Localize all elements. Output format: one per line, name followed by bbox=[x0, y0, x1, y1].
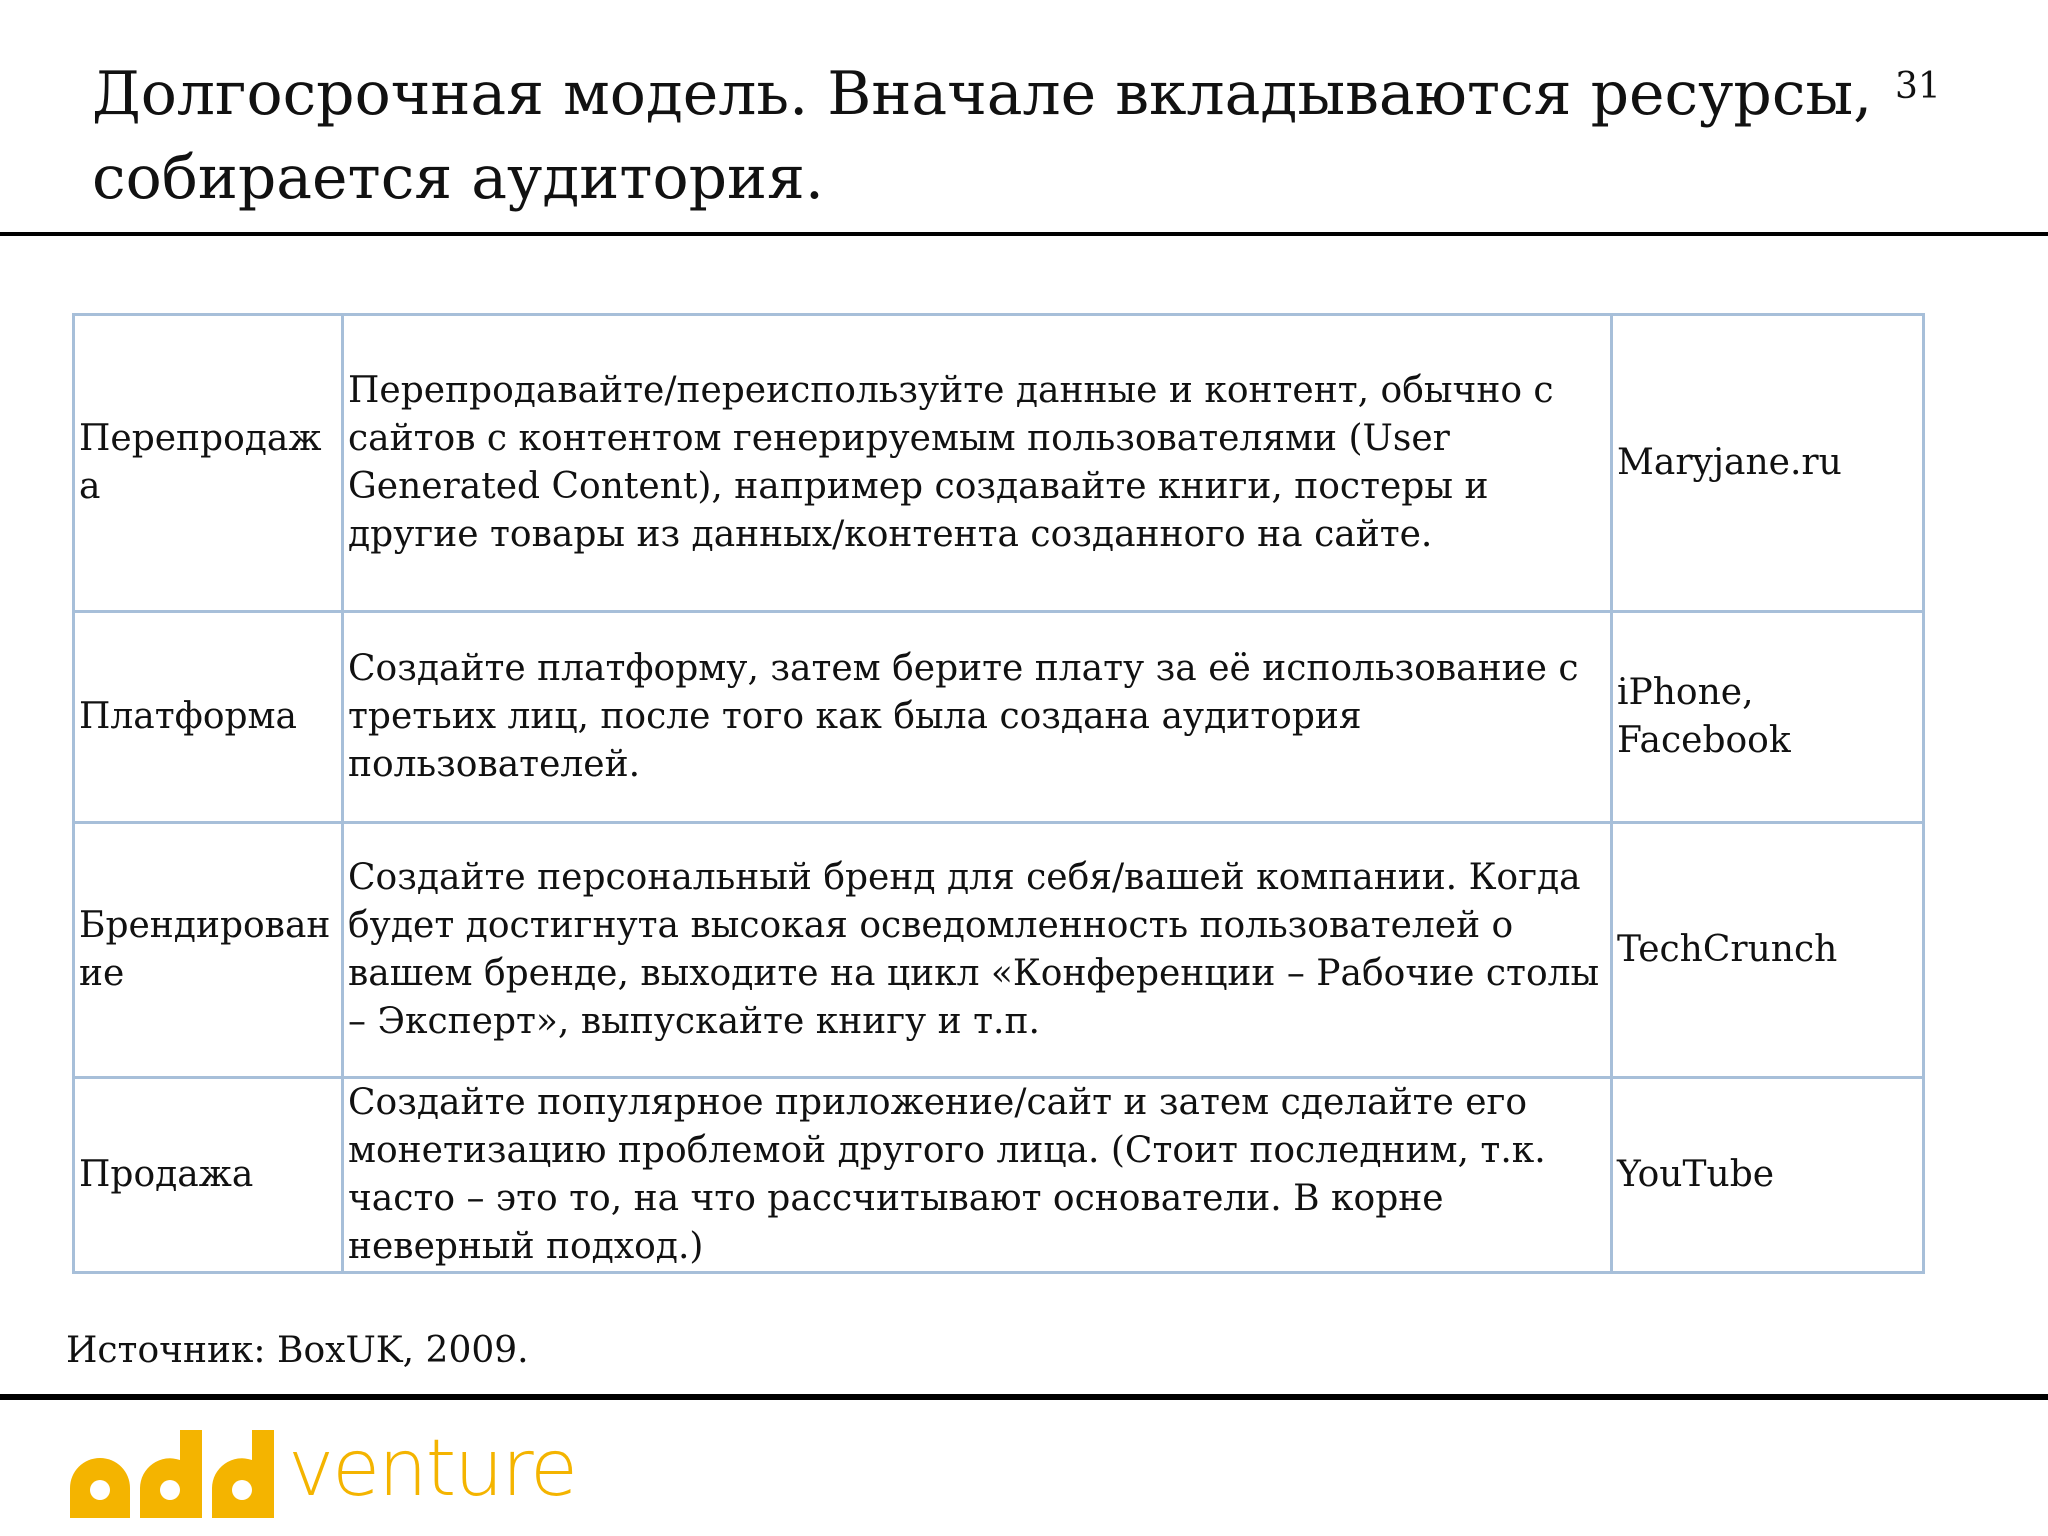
example-cell: YouTube bbox=[1612, 1078, 1924, 1273]
company-logo bbox=[66, 1424, 576, 1520]
page-number: 31 bbox=[1895, 66, 1941, 107]
monetization-table bbox=[72, 313, 1925, 1274]
table-row bbox=[74, 315, 1924, 612]
category-cell: Перепродажа bbox=[74, 315, 343, 612]
description-cell: Создайте популярное приложение/сайт и затем сделайте его монетизацию проблемой другого лица. (Стоит последним, т.к. часто – это то, на что рассчитывают основатели. В корне неверный подход.) bbox=[343, 1078, 1612, 1273]
add-logo-mark-icon bbox=[66, 1430, 286, 1520]
description-cell: Перепродавайте/переиспользуйте данные и контент, обычно с сайтов с контентом генерируемым пользователями (User Generated Content), например создавайте книги, постеры и другие товары из данных/контента созданного на сайте. bbox=[343, 315, 1612, 612]
description-cell: Создайте платформу, затем берите плату за её использование с третьих лиц, после того как была создана аудитория пользователей. bbox=[343, 612, 1612, 823]
example-cell: iPhone, Facebook bbox=[1612, 612, 1924, 823]
source-note: Источник: BoxUK, 2009. bbox=[66, 1330, 529, 1371]
description-cell: Создайте персональный бренд для себя/вашей компании. Когда будет достигнута высокая осведомленность пользователей о вашем бренде, выходите на цикл «Конференции – Рабочие столы – Эксперт», выпускайте книгу и т.п. bbox=[343, 823, 1612, 1078]
table-row bbox=[74, 823, 1924, 1078]
title-divider bbox=[0, 232, 2048, 236]
category-cell: Брендирование bbox=[74, 823, 343, 1078]
table-row bbox=[74, 612, 1924, 823]
logo-venture-text: venture bbox=[288, 1424, 576, 1514]
example-cell: TechCrunch bbox=[1612, 823, 1924, 1078]
table-row bbox=[74, 1078, 1924, 1273]
example-cell: Maryjane.ru bbox=[1612, 315, 1924, 612]
category-cell: Продажа bbox=[74, 1078, 343, 1273]
category-cell: Платформа bbox=[74, 612, 343, 823]
slide-title: Долгосрочная модель. Вначале вкладываются ресурсы, собирается аудитория. bbox=[92, 59, 1873, 213]
footer-divider bbox=[0, 1394, 2048, 1400]
